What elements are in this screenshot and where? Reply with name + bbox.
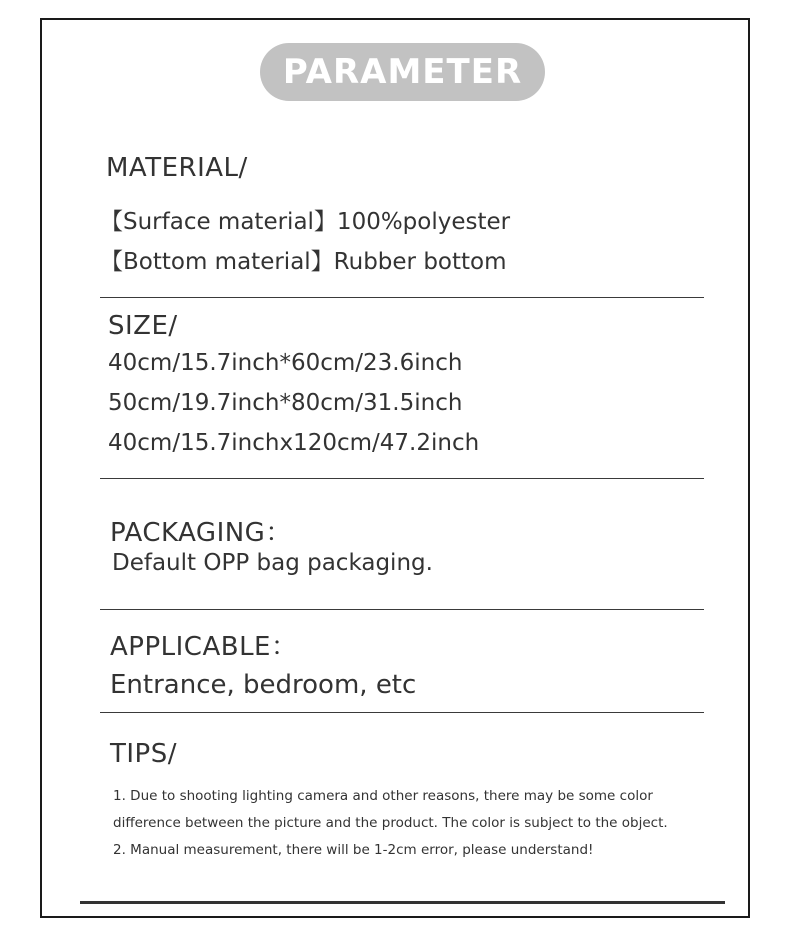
bottom-divider: [80, 901, 725, 904]
tips-heading: TIPS/: [110, 739, 177, 769]
size-heading: SIZE/: [108, 311, 178, 341]
section-divider: [100, 609, 704, 610]
material-heading: MATERIAL/: [106, 153, 248, 183]
parameter-title: PARAMETER: [260, 43, 545, 101]
section-divider: [100, 712, 704, 713]
tip-line: 2. Manual measurement, there will be 1-2cm error, please understand!: [113, 842, 594, 858]
tip-line: difference between the picture and the product. The color is subject to the object.: [113, 815, 668, 831]
material-bottom: 【Bottom material】Rubber bottom: [100, 249, 507, 275]
section-divider: [100, 478, 704, 479]
size-option: 40cm/15.7inch*60cm/23.6inch: [108, 350, 463, 376]
section-divider: [100, 297, 704, 298]
packaging-heading: PACKAGING：: [110, 518, 292, 548]
applicable-heading: APPLICABLE：: [110, 632, 298, 662]
material-surface: 【Surface material】100%polyester: [100, 209, 511, 235]
size-option: 50cm/19.7inch*80cm/31.5inch: [108, 390, 463, 416]
packaging-text: Default OPP bag packaging.: [112, 550, 433, 576]
tip-line: 1. Due to shooting lighting camera and other reasons, there may be some color: [113, 788, 653, 804]
applicable-text: Entrance, bedroom, etc: [110, 670, 417, 700]
size-option: 40cm/15.7inchx120cm/47.2inch: [108, 430, 480, 456]
